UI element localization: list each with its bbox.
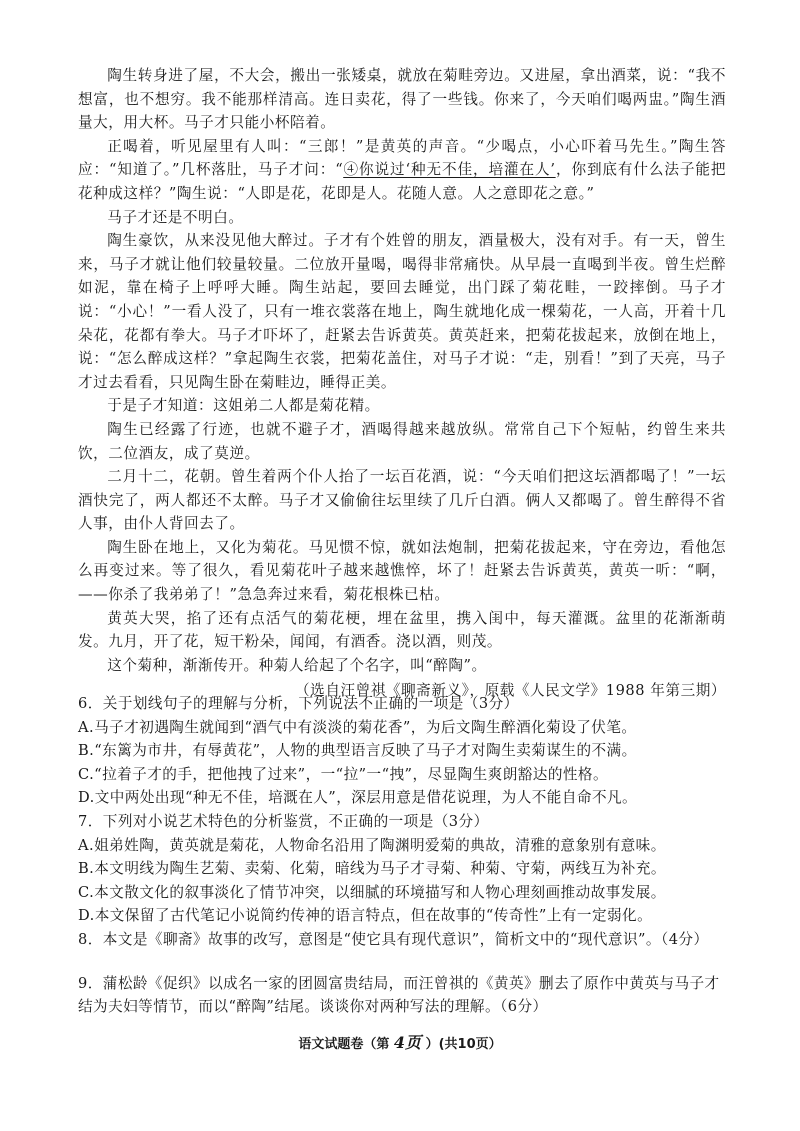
question-7-option-b: B.本文明线为陶生艺菊、卖菊、化菊，暗线为马子才寻菊、种菊、守菊，两线互为补充。 bbox=[78, 860, 666, 878]
question-8: 8．本文是《聊斋》故事的改写，意图是“使它具有现代意识”，简析文中的“现代意识”。（4分） bbox=[78, 930, 709, 948]
question-7-option-a: A.姐弟姓陶，黄英就是菊花，人物命名沿用了陶渊明爱菊的典故，清雅的意象别有意味。 bbox=[78, 836, 666, 854]
source-citation: （选自汪曾祺《聊斋新义》，原载《人民文学》1988 年第三期） bbox=[295, 682, 726, 700]
story-paragraph: 于是子才知道：这姐弟二人都是菊花精。 bbox=[107, 397, 380, 415]
story-paragraph bbox=[78, 135, 726, 206]
story-text bbox=[78, 64, 726, 703]
footer-suffix: ）(共10页） bbox=[425, 1037, 502, 1052]
questions-section bbox=[78, 692, 728, 1019]
story-text-segment: 正喝着，听见屋里有人叫：“三郎！”是黄英的声音。“少喝点，小心吓着马先生。”陶生答应：“知道了。”几杯落肚，马子才问：“ bbox=[78, 137, 726, 179]
question-6-option-d: D.文中两处出现“种无不佳，培溉在人”，深层用意是借花说理，为人不能自命不凡。 bbox=[78, 789, 638, 807]
question-9: 9．蒲松龄《促织》以成名一家的团圆富贵结局，而汪曾祺的《黄英》删去了原作中黄英与马子才结为夫妇等情节，而以“醉陶”结尾。谈谈你对两种写法的理解。（6分） bbox=[78, 974, 720, 1016]
question-6-option-c: C.“拉着子才的手，把他拽了过来”，一“拉”一“拽”，尽显陶生爽朗豁达的性格。 bbox=[78, 765, 609, 783]
question-6-stem: 6．关于划线句子的理解与分析，下列说法不正确的一项是（3分） bbox=[78, 695, 519, 712]
question-6-option-a: A.马子才初遇陶生就闻到“酒气中有淡淡的菊花香”，为后文陶生醉酒化菊设了伏笔。 bbox=[78, 718, 637, 736]
question-6-option-b: B.“东篱为市井，有辱黄花”，人物的典型语言反映了马子才对陶生卖菊谋生的不满。 bbox=[78, 742, 637, 760]
page-footer bbox=[0, 1030, 800, 1053]
story-paragraph: 陶生转身进了屋，不大会，搬出一张矮桌，就放在菊畦旁边。又进屋，拿出酒菜，说：“我不想富，也不想穷。我不能那样清高。连日卖花，得了一些钱。你来了，今天咱们喝两盅。”陶生酒量大，用大杯。马子才只能小杯陪着。 bbox=[78, 67, 726, 132]
story-paragraph: 陶生卧在地上，又化为菊花。马见惯不惊，就如法炮制，把菊花拔起来，守在旁边，看他怎么再变过来。等了很久，看见菊花叶子越来越憔悴，坏了！赶紧去告诉黄英，黄英一听：“啊，——你杀了我弟弟了！”急急奔过来看，菊花根株已枯。 bbox=[78, 538, 726, 604]
story-paragraph: 陶生已经露了行迹，也就不避子才，酒喝得越来越放纵。常常自己下个短帖，约曾生来共饮，二位酒友，成了莫逆。 bbox=[78, 420, 726, 462]
underlined-sentence: ④你说过‘种无不佳，培灌在人’ bbox=[343, 161, 556, 179]
footer-page-number: 4页 bbox=[393, 1033, 422, 1052]
story-paragraph: 马子才还是不明白。 bbox=[107, 208, 244, 226]
question-7-stem: 7．下列对小说艺术特色的分析鉴赏，不正确的一项是（3分） bbox=[78, 812, 489, 830]
footer-prefix: 语文试题卷（第 bbox=[298, 1037, 390, 1052]
question-7-option-d: D.本文保留了古代笔记小说简约传神的语言特点，但在故事的“传奇性”上有一定弱化。 bbox=[78, 907, 653, 925]
story-paragraph: 二月十二，花朝。曾生着两个仆人抬了一坛百花酒，说：“今天咱们把这坛酒都喝了！”一坛酒快完了，两人都还不太醉。马子才又偷偷往坛里续了几斤白酒。俩人又都喝了。曾生醉得不省人事，由仆人背回去了。 bbox=[78, 468, 726, 533]
story-text-segment: ，你到底有什么法子能把花种成这样？”陶生说：“人即是花，花即是人。花随人意。人之意即花之意。” bbox=[78, 161, 726, 202]
story-paragraph: 陶生豪饮，从来没见他大醉过。子才有个姓曾的朋友，酒量极大，没有对手。有一天，曾生来，马子才就让他们较量较量。二位放开量喝，喝得非常痛快。从早晨一直喝到半夜。曾生烂醉如泥，靠在椅子上呼呼大睡。陶生站起，要回去睡觉，出门踩了菊花畦，一跤摔倒。马子才说：“小心！”一看人没了，只有一堆衣裳落在地上，陶生就地化成一棵菊花，一人高，开着十几朵花，花都有拳大。马子才吓坏了，赶紧去告诉黄英。黄英赶来，把菊花拔起来，放倒在地上，说：“怎么醉成这样？”拿起陶生衣裳，把菊花盖住，对马子才说：“走，别看！”到了天亮，马子才过去看看，只见陶生卧在菊畦边，睡得正美。 bbox=[78, 232, 726, 391]
story-paragraph: 黄英大哭，掐了还有点活气的菊花梗，埋在盆里，携入闺中，每天灌溉。盆里的花渐渐萌发。九月，开了花，短干粉朵，闻闻，有酒香。浇以酒，则茂。 bbox=[78, 609, 726, 651]
story-paragraph: 这个菊种，渐渐传开。种菊人给起了个名字，叫“醉陶”。 bbox=[107, 656, 487, 674]
question-7-option-c: C.本文散文化的叙事淡化了情节冲突，以细腻的环境描写和人物心理刻画推动故事发展。 bbox=[78, 883, 666, 901]
